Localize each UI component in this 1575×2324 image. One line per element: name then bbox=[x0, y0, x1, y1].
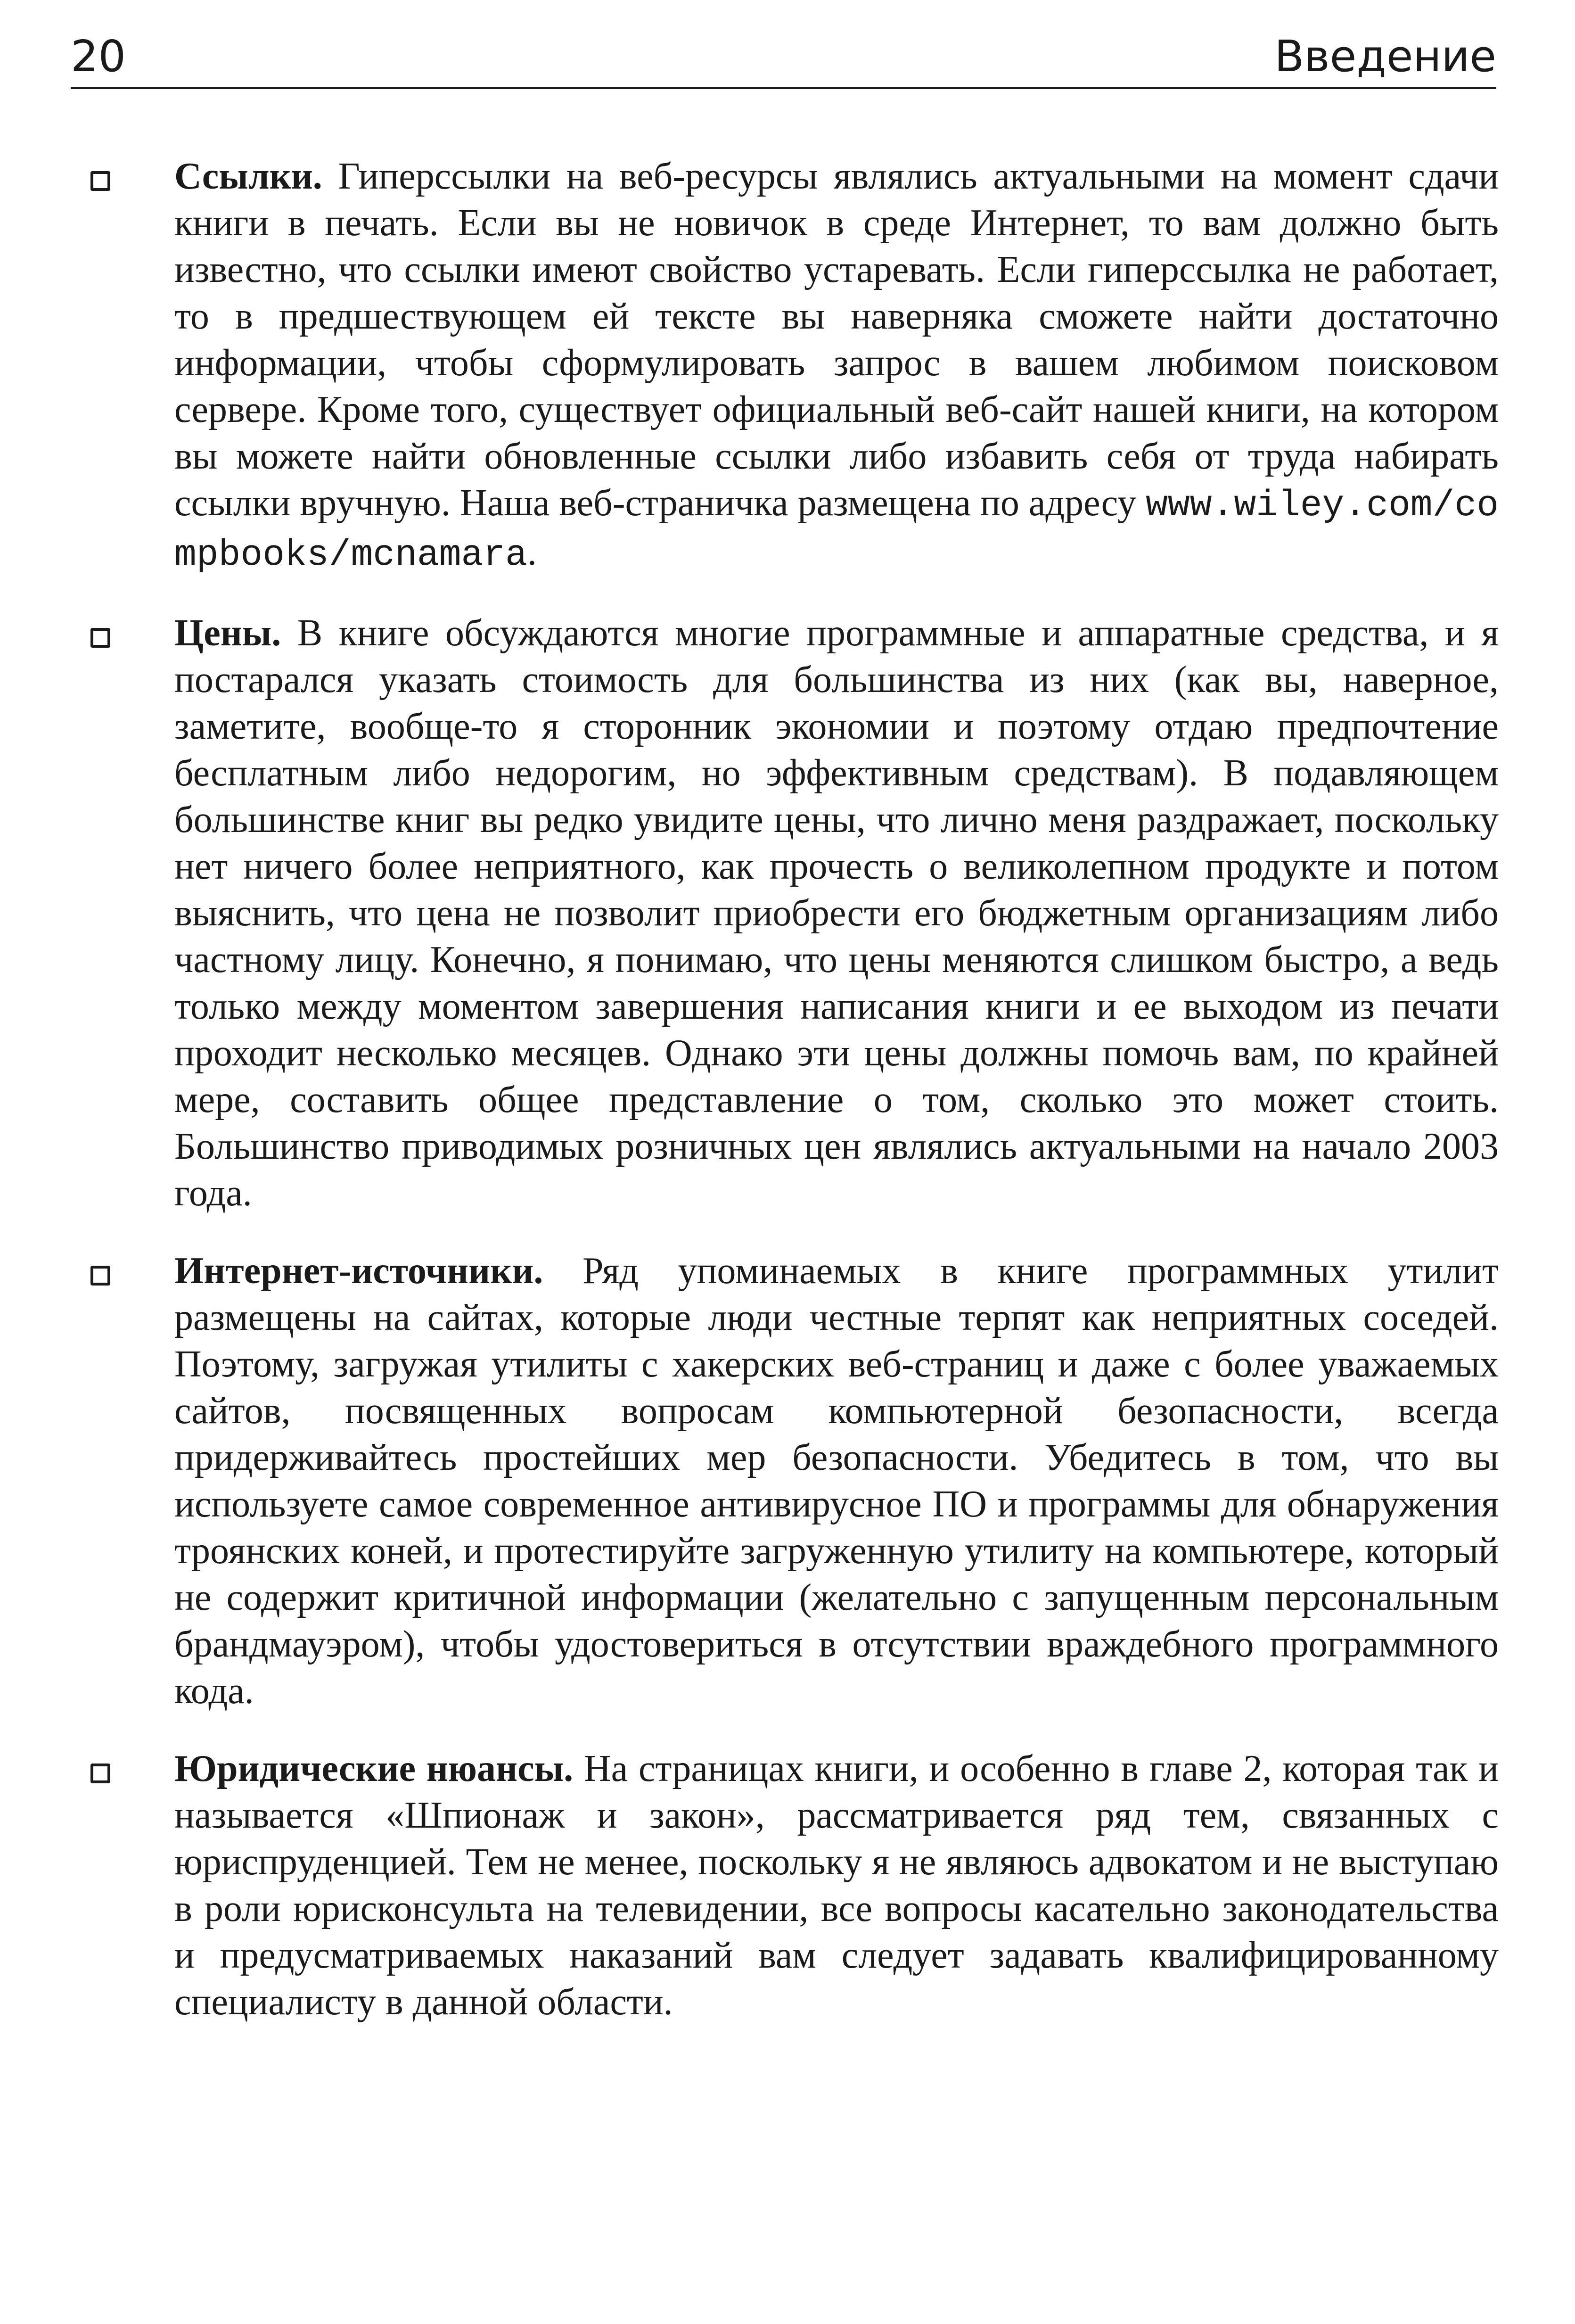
bullet-text-internet-sources: Ряд упоминаемых в книге программных утилит размещены на сайтах, которые люди честные терпят как неприятных соседей. Поэтому, загружая утилиты с хакерских веб-страниц и даже с более уважаемых сайтов, посвященных вопросам компьютерной безопасности, всегда придерживайтесь простейших мер безопасности. Убедитесь в том, что вы используете самое современное антивирусное ПО и программы для обнаружения троянских коней, и протестируйте загруженную утилиту на компьютере, который не содержит критичной информации (желательно с запущенным персональным брандмауэром), чтобы удостовериться в отсутствии враждебного программного кода. bbox=[174, 1250, 1499, 1712]
bullet-text-links: Гиперссылки на веб-ресурсы являлись актуальными на момент сдачи книги в печать. Если вы не новичок в среде Интернет, то вам должно быть известно, что ссылки имеют свойство устаревать. Если гиперссылка не работает, то в предшествующем ей тексте вы наверняка сможете найти достаточно информации, чтобы сформулировать запрос в вашем любимом поисковом сервере. Кроме того, существует официальный веб-сайт нашей книги, на котором вы можете найти обновленные ссылки либо избавить себя от труда набирать ссылки вручную. Наша веб-страничка размещена по адресу bbox=[174, 156, 1499, 524]
website-url: www.wiley.com/compbooks/mcnamara bbox=[174, 485, 1499, 576]
bullet-internet-sources bbox=[174, 1248, 1499, 1714]
bullet-prices bbox=[174, 610, 1499, 1217]
square-bullet-icon bbox=[90, 171, 110, 191]
url-period: . bbox=[527, 532, 537, 573]
square-bullet-icon bbox=[90, 1764, 110, 1783]
bullet-links bbox=[174, 153, 1499, 579]
bullet-text-legal: На страницах книги, и особенно в главе 2, которая так и называется «Шпионаж и закон», рассматривается ряд тем, связанных с юриспруденцией. Тем не менее, поскольку я не являюсь адвокатом и не выступаю в роли юрисконсульта на телевидении, все вопросы касательно законодательства и предусматриваемых наказаний вам следует задавать квалифицированному специалисту в данной области. bbox=[174, 1748, 1499, 2023]
bullet-title-links: Ссылки. bbox=[174, 156, 322, 197]
square-bullet-icon bbox=[90, 628, 110, 648]
bullet-title-prices: Цены. bbox=[174, 612, 281, 654]
bullet-list bbox=[174, 153, 1499, 2057]
bullet-legal bbox=[174, 1746, 1499, 2026]
square-bullet-icon bbox=[90, 1266, 110, 1286]
chapter-title: Введение bbox=[1274, 31, 1496, 82]
page-number: 20 bbox=[71, 31, 126, 82]
bullet-title-internet-sources: Интернет-источники. bbox=[174, 1250, 543, 1292]
bullet-text-prices: В книге обсуждаются многие программные и аппаратные средства, и я постарался указать стоимость для большинства из них (как вы, наверное, заметите, вообще-то я сторонник экономии и поэтому отдаю предпочтение бесплатным либо недорогим, но эффективным средствам). В подавляющем большинстве книг вы редко увидите цены, что лично меня раздражает, поскольку нет ничего более неприятного, как прочесть о великолепном продукте и потом выяснить, что цена не позволит приобрести его бюджетным организациям либо частному лицу. Конечно, я понимаю, что цены меняются слишком быстро, а ведь только между моментом завершения написания книги и ее выходом из печати проходит несколько месяцев. Однако эти цены должны помочь вам, по крайней мере, составить общее представление о том, сколько это может стоить. Большинство приводимых розничных цен являлись актуальными на начало 2003 года. bbox=[174, 612, 1499, 1214]
running-head bbox=[71, 24, 1496, 89]
bullet-title-legal: Юридические нюансы. bbox=[174, 1748, 574, 1789]
